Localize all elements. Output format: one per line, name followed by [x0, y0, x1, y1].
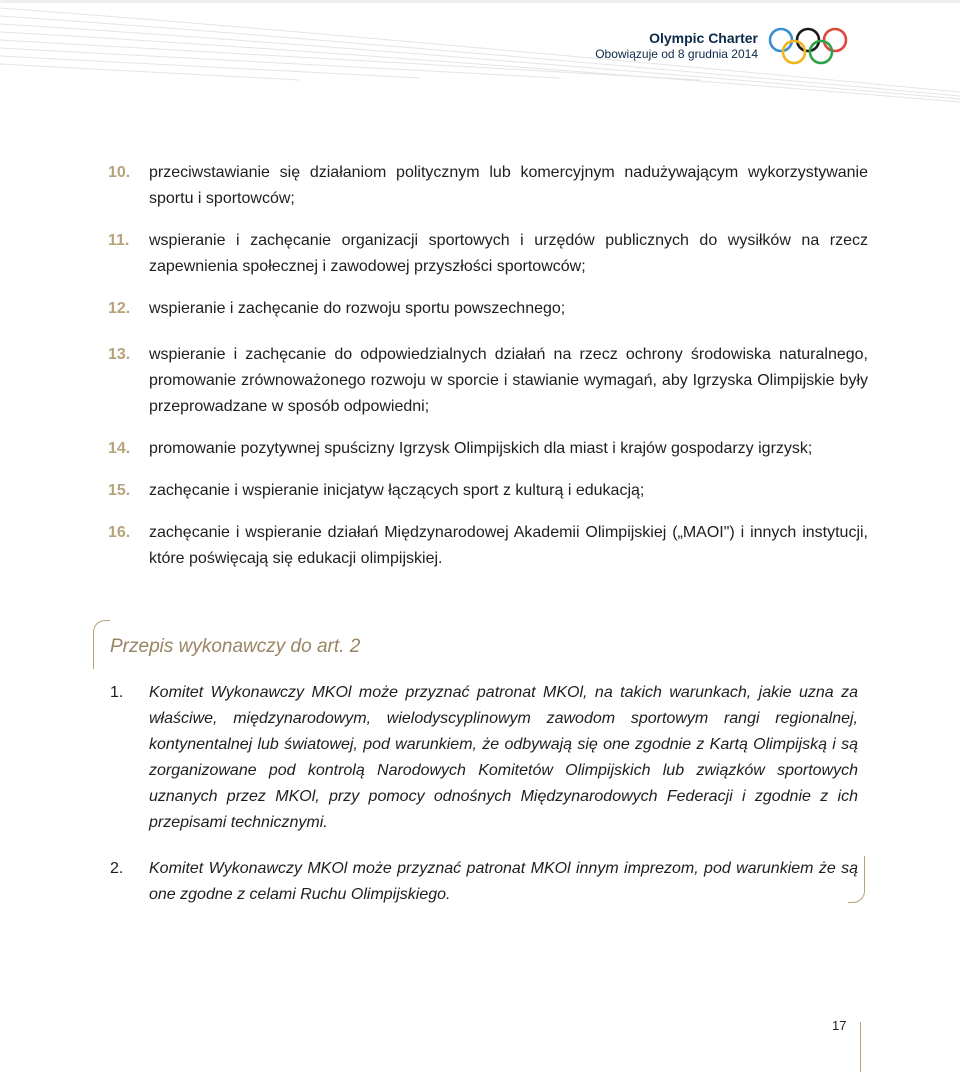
item-text: zachęcanie i wspieranie inicjatyw łączących sport z kulturą i edukacją;: [149, 482, 645, 499]
item-text: wspieranie i zachęcanie organizacji sportowych i urzędów publicznych do wysiłków na rzecz zapewnienia społecznej i zawodowej przyszłości sportowców;: [149, 232, 868, 275]
rule-item: [110, 856, 858, 908]
list-item: [108, 520, 868, 572]
ring-blue: [770, 29, 792, 51]
list-item: [108, 296, 868, 322]
rule-item: [110, 680, 858, 836]
olympic-rings-logo: [768, 26, 850, 68]
header-title: Olympic Charter: [649, 30, 758, 46]
item-number: 14.: [108, 440, 131, 457]
item-number: 10.: [108, 164, 131, 181]
rule-number: 2.: [110, 860, 124, 877]
item-text: wspieranie i zachęcanie do odpowiedzialnych działań na rzecz ochrony środowiska naturalnego, promowanie zrównoważonego rozwoju w sporcie i stawianie wymagań, aby Igrzyska Olimpijskie były przeprowadzane w sposób odpowiedni;: [149, 346, 868, 415]
ring-green: [810, 41, 832, 63]
page-number: 17: [832, 1018, 847, 1033]
section-title: Przepis wykonawczy do art. 2: [110, 636, 361, 657]
bylaw-rules: [110, 680, 858, 908]
list-item: [108, 160, 868, 212]
item-text: zachęcanie i wspieranie działań Międzynarodowej Akademii Olimpijskiej („MAOI") i innych instytucji, które poświęcają się edukacji olimpijskiej.: [149, 524, 868, 567]
objectives-list: [108, 160, 868, 572]
item-text: przeciwstawianie się działaniom politycznym lub komercyjnym nadużywającym wykorzystywanie sportu i sportowców;: [149, 164, 868, 207]
rule-text: Komitet Wykonawczy MKOl może przyznać patronat MKOl, na takich warunkach, jakie uzna za właściwe, międzynarodowym, wielodyscyplinowym zawodom sportowym rangi regionalnej, kontynentalnej lub światowej, pod warunkiem, że odbywają się one zgodnie z Kartą Olimpijską i są zorganizowane pod kontrolą Narodowych Komitetów Olimpijskich lub związków sportowych uznanych przez MKOl, przy pomocy odnośnych Międzynarodowych Federacji i zgodnie z ich przepisami technicznymi.: [149, 684, 858, 831]
item-text: promowanie pozytywnej spuścizny Igrzysk Olimpijskich dla miast i krajów gospodarzy igrzysk;: [149, 440, 813, 457]
item-number: 15.: [108, 482, 131, 499]
list-item: [108, 228, 868, 280]
section-bracket-decoration: [93, 620, 110, 669]
item-number: 11.: [108, 232, 130, 249]
item-number: 12.: [108, 300, 131, 317]
closing-bracket-decoration: [848, 856, 865, 903]
list-item: [108, 342, 868, 420]
list-item: [108, 478, 868, 504]
list-item: [108, 436, 868, 462]
header-subtitle: Obowiązuje od 8 grudnia 2014: [595, 47, 758, 61]
item-number: 16.: [108, 524, 131, 541]
rule-number: 1.: [110, 684, 124, 701]
item-number: 13.: [108, 346, 131, 363]
ring-yellow: [783, 41, 805, 63]
document-header: [595, 30, 758, 62]
item-text: wspieranie i zachęcanie do rozwoju sportu powszechnego;: [149, 300, 566, 317]
ring-red: [824, 29, 846, 51]
page-number-rule: [860, 1022, 861, 1072]
rule-text: Komitet Wykonawczy MKOl może przyznać patronat MKOl innym imprezom, pod warunkiem że są one zgodne z celami Ruchu Olimpijskiego.: [149, 860, 858, 903]
ring-black: [797, 29, 819, 51]
